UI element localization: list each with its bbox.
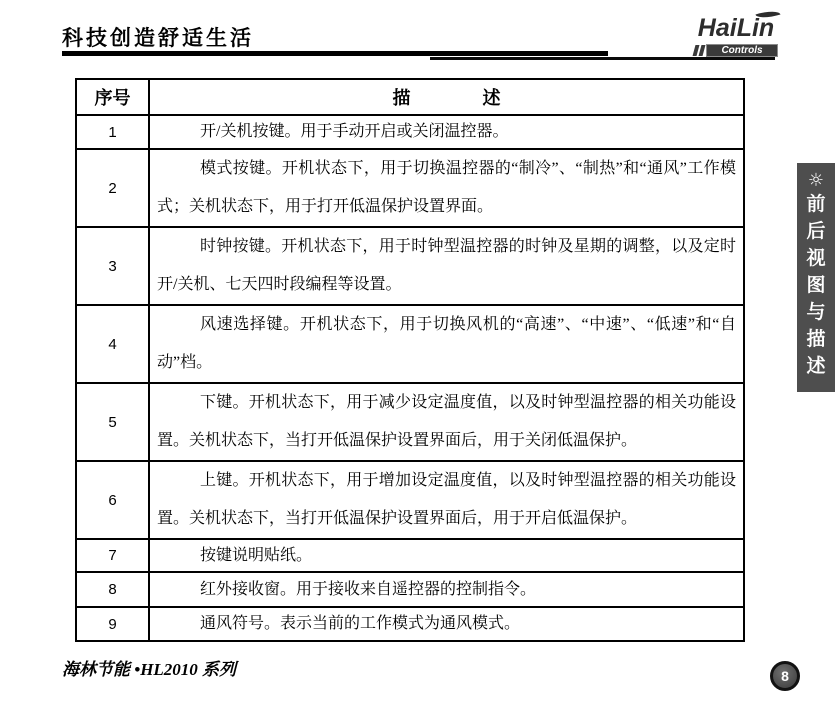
- row-number: 4: [76, 305, 149, 383]
- column-header-number: 序号: [76, 79, 149, 115]
- row-number: 7: [76, 539, 149, 572]
- row-description: 模式按键。开机状态下，用于切换温控器的“制冷”、“制热”和“通风”工作模式；关机状态下，用于打开低温保护设置界面。: [157, 160, 736, 215]
- row-number: 1: [76, 115, 149, 149]
- table-row: [76, 607, 744, 641]
- row-description: 通风符号。表示当前的工作模式为通风模式。: [200, 615, 521, 632]
- table-row: [76, 227, 744, 305]
- row-number: 2: [76, 149, 149, 227]
- row-number: 3: [76, 227, 149, 305]
- table-row: [76, 539, 744, 572]
- row-number: 8: [76, 572, 149, 607]
- table-row: [76, 305, 744, 383]
- row-number: 6: [76, 461, 149, 539]
- header-rule-thick: [62, 51, 608, 56]
- table-row: [76, 149, 744, 227]
- row-number: 5: [76, 383, 149, 461]
- table-row: [76, 383, 744, 461]
- row-description: 时钟按键。开机状态下，用于时钟型温控器的时钟及星期的调整，以及定时开/关机、七天四时段编程等设置。: [157, 238, 736, 293]
- page-number-badge: 8: [770, 661, 800, 691]
- row-description: 按键说明贴纸。: [200, 546, 313, 564]
- gear-icon: ☼: [807, 170, 825, 191]
- table-row: [76, 572, 744, 607]
- description-table: [75, 78, 745, 642]
- header-rule-thin: [430, 57, 775, 60]
- page-slogan: 科技创造舒适生活: [62, 27, 254, 50]
- logo-sub-text: Controls: [706, 44, 778, 57]
- chapter-side-tab: [797, 163, 835, 392]
- logo-controls-row: [692, 44, 780, 57]
- row-description: 上键。开机状态下，用于增加设定温度值，以及时钟型温控器的相关功能设置。关机状态下，当打开低温保护设置界面后，用于开启低温保护。: [157, 472, 736, 527]
- logo-brand-text: HaiLin: [697, 14, 775, 42]
- table-row: [76, 115, 744, 149]
- chapter-tab-label: 前后视图与描述: [806, 194, 826, 377]
- column-header-description: 描 述: [149, 79, 744, 115]
- hailin-logo: [692, 14, 780, 57]
- row-description: 下键。开机状态下，用于减少设定温度值，以及时钟型温控器的相关功能设置。关机状态下，当打开低温保护设置界面后，用于关闭低温保护。: [157, 394, 736, 449]
- row-description: 开/关机按键。用于手动开启或关闭温控器。: [200, 123, 509, 140]
- row-description: 红外接收窗。用于接收来自遥控器的控制指令。: [200, 580, 537, 598]
- row-number: 9: [76, 607, 149, 641]
- table-row: [76, 461, 744, 539]
- logo-stripe-icon: [699, 45, 706, 56]
- row-description: 风速选择键。开机状态下，用于切换风机的“高速”、“中速”、“低速”和“自动”档。: [157, 316, 736, 371]
- table-header-row: [76, 79, 744, 115]
- series-footer: 海林节能 •HL2010 系列: [62, 660, 237, 679]
